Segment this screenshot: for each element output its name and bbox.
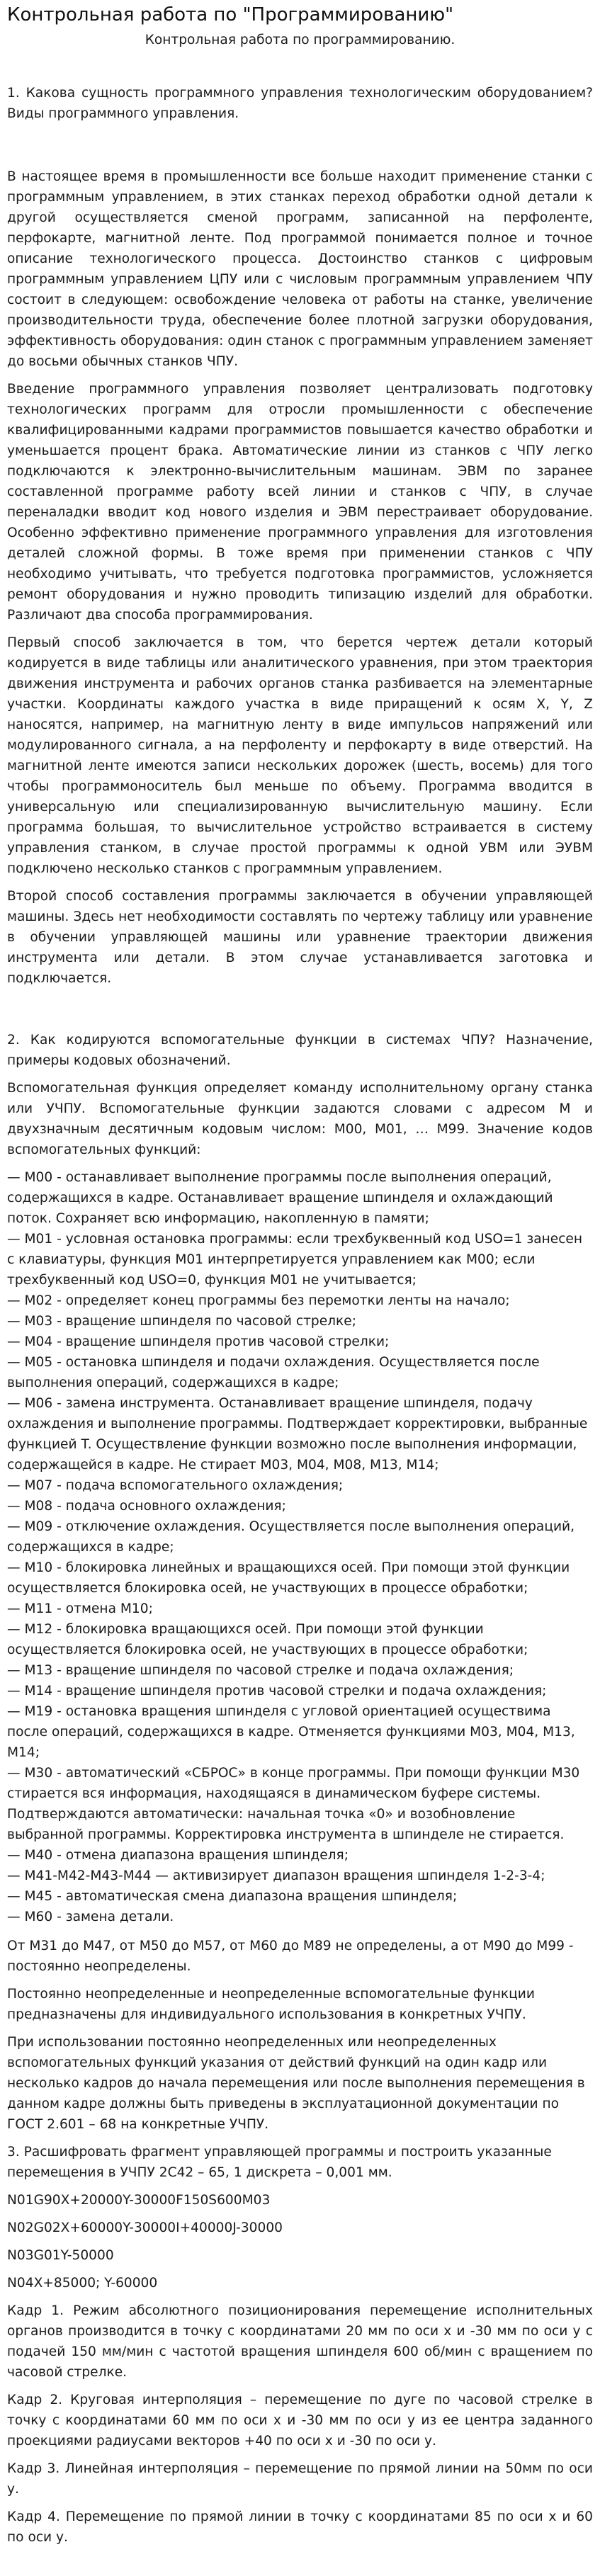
program-fragment [7, 2190, 593, 2293]
m-code-item: — M03 - вращение шпинделя по часовой стрелке; [7, 1314, 356, 1329]
m-code-list [7, 1167, 593, 1927]
frame-2-description: Кадр 2. Круговая интерполяция – перемещение по дуге по часовой стрелке в точку с координатами 60 мм по оси x и -30 мм по оси у из ее центра заданного проекциями радиусами векторов +40 по оси x и -30 по оси у. [7, 2393, 593, 2449]
frame-1-description: Кадр 1. Режим абсолютного позиционирования перемещение исполнительных органов производится в точку с координатами 20 мм по оси x и -30 мм по оси у с подачей 150 мм/мин с частотой вращения шпинделя 600 об/мин с вращением по часовой стрелке. [7, 2303, 593, 2380]
question-1: 1. Какова сущность программного управления технологическим оборудованием? Виды программного управления. [7, 86, 593, 121]
paragraph-6: От M31 до M47, от M50 до M57, от M60 до M89 не определены, а от M90 до M99 - постоянно неопределены. [7, 1939, 574, 1974]
m-code-item: — M45 - автоматическая смена диапазона вращения шпинделя; [7, 1889, 458, 1904]
question-2: 2. Как кодируются вспомогательные функции в системах ЧПУ? Назначение, примеры кодовых обозначений. [7, 1033, 593, 1068]
program-line: N03G01Y-50000 [7, 2248, 114, 2263]
m-code-item: — M11 - отмена M10; [7, 1601, 153, 1616]
m-code-item: — M06 - замена инструмента. Останавливает вращение шпинделя, подачу охлаждения и выполнение программы. Подтверждает корректировки, выбранные функцией T. Осуществление функции возможно после выполнения информации, содержащейся в кадре. Не стирает M03, M04, M08, M13, M14; [7, 1396, 588, 1473]
frame-4-description: Кадр 4. Перемещение по прямой линии в точку с координатами 85 по оси x и 60 по оси у. [7, 2509, 593, 2545]
m-code-item: — M01 - условная остановка программы: если трехбуквенный код USO=1 занесен с клавиатуры, функция M01 интерпретируется управлением как M00; если трехбуквенный код USO=0, функция M01 не учитывается; [7, 1232, 583, 1288]
program-line: N04X+85000; Y-60000 [7, 2276, 158, 2291]
paragraph-7: Постоянно неопределенные и неопределенные вспомогательные функции предназначены для индивидуального использования в конкретных УЧПУ. [7, 1987, 535, 2022]
m-code-item: — M05 - остановка шпинделя и подачи охлаждения. Осуществляется после выполнения операций, содержащихся в кадре; [7, 1355, 540, 1390]
m-code-item: — M07 - подача вспомогательного охлаждения; [7, 1478, 344, 1493]
m-code-item: — M19 - остановка вращения шпинделя с угловой ориентацией осуществима после операций, содержащихся в кадре. Отменяется функциями M03, M04, M13, M14; [7, 1704, 575, 1760]
m-code-item: — M02 - определяет конец программы без перемотки ленты на начало; [7, 1293, 510, 1308]
m-code-item: — M14 - вращение шпинделя против часовой стрелки и подача охлаждения; [7, 1684, 547, 1698]
m-code-item: — M41-M42-M43-M44 — активизирует диапазон вращения шпинделя 1-2-3-4; [7, 1868, 545, 1883]
m-code-item: — M40 - отмена диапазона вращения шпинделя; [7, 1848, 349, 1863]
paragraph-1: В настоящее время в промышленности все больше находит применение станки с программным управлением, в этих станках переход обработки одной детали к другой осуществляется сменой программ, записанной на перфоленте, перфокарте, магнитной ленте. Под программой понимается полное и точное описание технологического процесса. Достоинство станков с цифровым программным управлением ЦПУ или с числовым программным управлением ЧПУ состоит в следующем: освобождение человека от работы на станке, увеличение производительности труда, обеспечение более плотной загрузки оборудования, эффективность оборудования: один станок с программным управлением заменяет до восьми обычных станков ЧПУ. [7, 169, 593, 369]
program-line: N01G90X+20000Y-30000F150S600M03 [7, 2193, 271, 2208]
program-line: N02G02X+60000Y-30000I+40000J-30000 [7, 2220, 283, 2235]
question-3: 3. Расшифровать фрагмент управляющей программы и построить указанные перемещения в УЧПУ 2С42 – 65, 1 дискрета – 0,001 мм. [7, 2145, 552, 2180]
frame-3-description: Кадр 3. Линейная интерполяция – перемещение по прямой линии на 50мм по оси у. [7, 2461, 593, 2497]
m-code-item: — M12 - блокировка вращающихся осей. При помощи этой функции осуществляется блокировка осей, не участвующих в процессе обработки; [7, 1622, 528, 1657]
page-title: Контрольная работа по "Программированию" [7, 4, 454, 25]
paragraph-3: Первый способ заключается в том, что берется чертеж детали который кодируется в виде таблицы или аналитического уравнения, при этом траектория движения инструмента и рабочих органов станка разбивается на элементарные участки. Координаты каждого участка в виде приращений к осям X, Y, Z наносятся, например, на магнитную ленту в виде импульсов напряжений или модулированного сигнала, а на перфоленту и перфокарту в виде отверстий. На магнитной ленте имеются записи нескольких дорожек (шесть, восемь) для того чтобы программоноситель был меньше по объему. Программа вводится в универсальную или специализированную вычислительную машину. Если программа большая, то вычислительное устройство встраивается в систему управления станком, в случае простой программы к одной УВМ или ЭУВМ подключено несколько станков с программным управлением. [7, 635, 593, 876]
paragraph-5: Вспомогательная функция определяет команду исполнительному органу станка или УЧПУ. Вспомогательные функции задаются словами с адресом M и двухзначным десятичным кодовым числом: M00, M01, … M99. Значение кодов вспомогательных функций: [7, 1081, 593, 1157]
m-code-item: — M60 - замена детали. [7, 1910, 174, 1924]
m-code-item: — M13 - вращение шпинделя по часовой стрелке и подача охлаждения; [7, 1663, 514, 1678]
m-code-item: — M09 - отключение охлаждения. Осуществляется после выполнения операций, содержащихся в кадре; [7, 1519, 575, 1555]
m-code-item: — M00 - останавливает выполнение программы после выполнения операций, содержащихся в кадре. Останавливает вращение шпинделя и охлаждающий поток. Сохраняет всю информацию, накопленную в памяти; [7, 1170, 553, 1226]
document-subtitle: Контрольная работа по программированию. [145, 33, 455, 47]
m-code-item: — M30 - автоматический «СБРОС» в конце программы. При помощи функции M30 стирается вся информация, находящаяся в динамическом буфере системы. Подтверждаются автоматически: начальная точка «0» и возобновление выбранной программы. Корректировка инструмента в шпинделе не стирается. [7, 1766, 580, 1842]
m-code-item: — M04 - вращение шпинделя против часовой стрелки; [7, 1334, 390, 1349]
m-code-item: — M10 - блокировка линейных и вращающихся осей. При помощи этой функции осуществляется блокировка осей, не участвующих в процессе обработки; [7, 1560, 570, 1596]
m-code-item: — M08 - подача основного охлаждения; [7, 1499, 286, 1514]
paragraph-8: При использовании постоянно неопределенных или неопределенных вспомогательных функций указания от действий функций на один кадр или несколько кадров до начала перемещения или после выполнения перемещения в данном кадре должны быть приведены в эксплуатационной документации по ГОСТ 2.601 – 68 на конкретные УЧПУ. [7, 2035, 585, 2132]
paragraph-4: Второй способ составления программы заключается в обучении управляющей машины. Здесь нет необходимости составлять по чертежу таблицу или уравнение в обучении управляющей машины или уравнение траектории движения инструмента или детали. В этом случае устанавливается заготовка и подключается. [7, 889, 593, 986]
paragraph-2: Введение программного управления позволяет централизовать подготовку технологических программ для отросли промышленности с обеспечение квалифицированными кадрами программистов повышается качество обработки и уменьшается процент брака. Автоматические линии из станков с ЧПУ легко подключаются к электронно-вычислительным машинам. ЭВМ по заранее составленной программе работу всей линии и станков с ЧПУ, в случае переналадки вводит код нового изделия и ЭВМ перестраивает оборудование. Особенно эффективно применение программного управления для изготовления деталей сложной формы. В тоже время при применении станков с ЧПУ необходимо учитывать, что требуется подготовка программистов, усложняется ремонт оборудования и нужно проводить типизацию изделий для обработки. Различают два способа программирования. [7, 382, 593, 623]
